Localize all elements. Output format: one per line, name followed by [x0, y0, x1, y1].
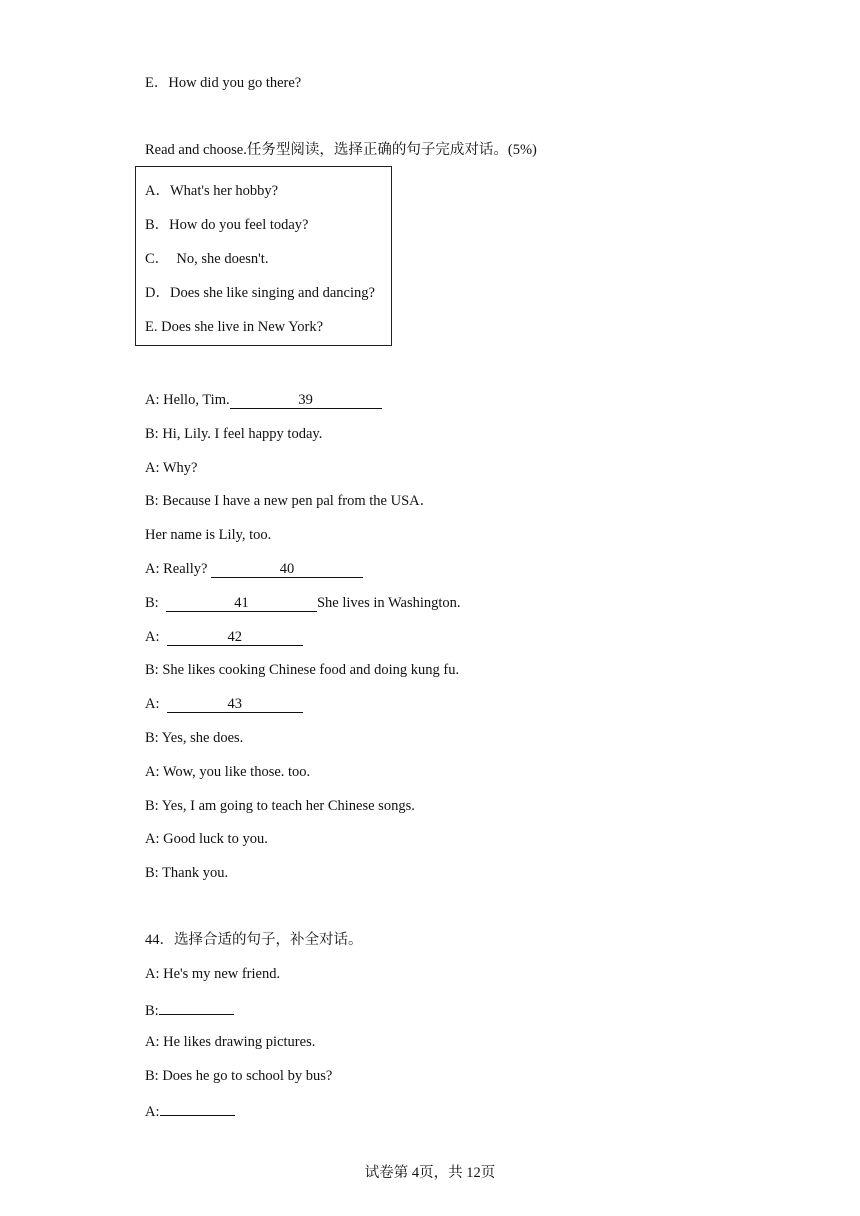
dialogue-text: A: [145, 1104, 160, 1120]
option-c: C． No, she doesn't. [145, 251, 269, 267]
options-box [135, 166, 392, 346]
section-heading: Read and choose.任务型阅读，选择正确的句子完成对话。(5%) [145, 142, 537, 158]
dialogue-line-9: B: She likes cooking Chinese food and doing kung fu. [145, 662, 460, 678]
q44-line-3: A: He likes drawing pictures. [145, 1034, 316, 1050]
q44-line-2 [145, 999, 234, 1020]
blank-39[interactable]: 39 [230, 393, 382, 409]
dialogue-line-4: B: Because I have a new pen pal from the USA． [145, 493, 435, 509]
dialogue-text: A: [145, 629, 160, 645]
q44-line-5 [145, 1100, 235, 1121]
dialogue-line-7 [145, 594, 461, 612]
blank-40[interactable]: 40 [211, 562, 363, 578]
q44-line-1: A: He's my new friend. [145, 966, 281, 982]
question-44-heading: 44．选择合适的句子，补全对话。 [145, 932, 363, 948]
option-d: D．Does she like singing and dancing? [145, 285, 375, 301]
blank-42[interactable]: 42 [167, 630, 303, 646]
option-a: A．What's her hobby? [145, 183, 279, 199]
page-footer: 试卷第 4页，共 12页 [364, 1165, 496, 1181]
blank-43[interactable]: 43 [167, 697, 303, 713]
blank-41[interactable]: 41 [166, 596, 317, 612]
dialogue-line-3: A: Why? [145, 460, 198, 476]
dialogue-line-10 [145, 695, 303, 713]
dialogue-line-8 [145, 628, 303, 646]
dialogue-text: B: [145, 595, 159, 611]
dialogue-line-11: B: Yes, she does. [145, 730, 244, 746]
blank-q44-a[interactable] [160, 1100, 235, 1116]
dialogue-line-14: A: Good luck to you. [145, 831, 268, 847]
dialogue-text: A: Really? [145, 561, 208, 577]
dialogue-text: A: [145, 696, 160, 712]
q44-line-4: B: Does he go to school by bus? [145, 1068, 333, 1084]
dialogue-text: A: Hello, Tim. [145, 392, 230, 408]
dialogue-line-1 [145, 391, 382, 409]
dialogue-line-5: Her name is Lily, too. [145, 527, 272, 543]
option-e-prev: E．How did you go there? [145, 75, 302, 91]
blank-q44-b[interactable] [159, 999, 234, 1015]
dialogue-line-15: B: Thank you. [145, 865, 229, 881]
dialogue-line-2: B: Hi, Lily. I feel happy today. [145, 426, 323, 442]
dialogue-text: She lives in Washington. [316, 595, 461, 611]
dialogue-line-13: B: Yes, I am going to teach her Chinese songs. [145, 798, 415, 814]
option-e: E. Does she live in New York? [145, 319, 324, 335]
option-b: B．How do you feel today? [145, 217, 309, 233]
dialogue-line-6 [145, 560, 363, 578]
dialogue-text: B: [145, 1003, 159, 1019]
dialogue-line-12: A: Wow, you like those. too. [145, 764, 311, 780]
